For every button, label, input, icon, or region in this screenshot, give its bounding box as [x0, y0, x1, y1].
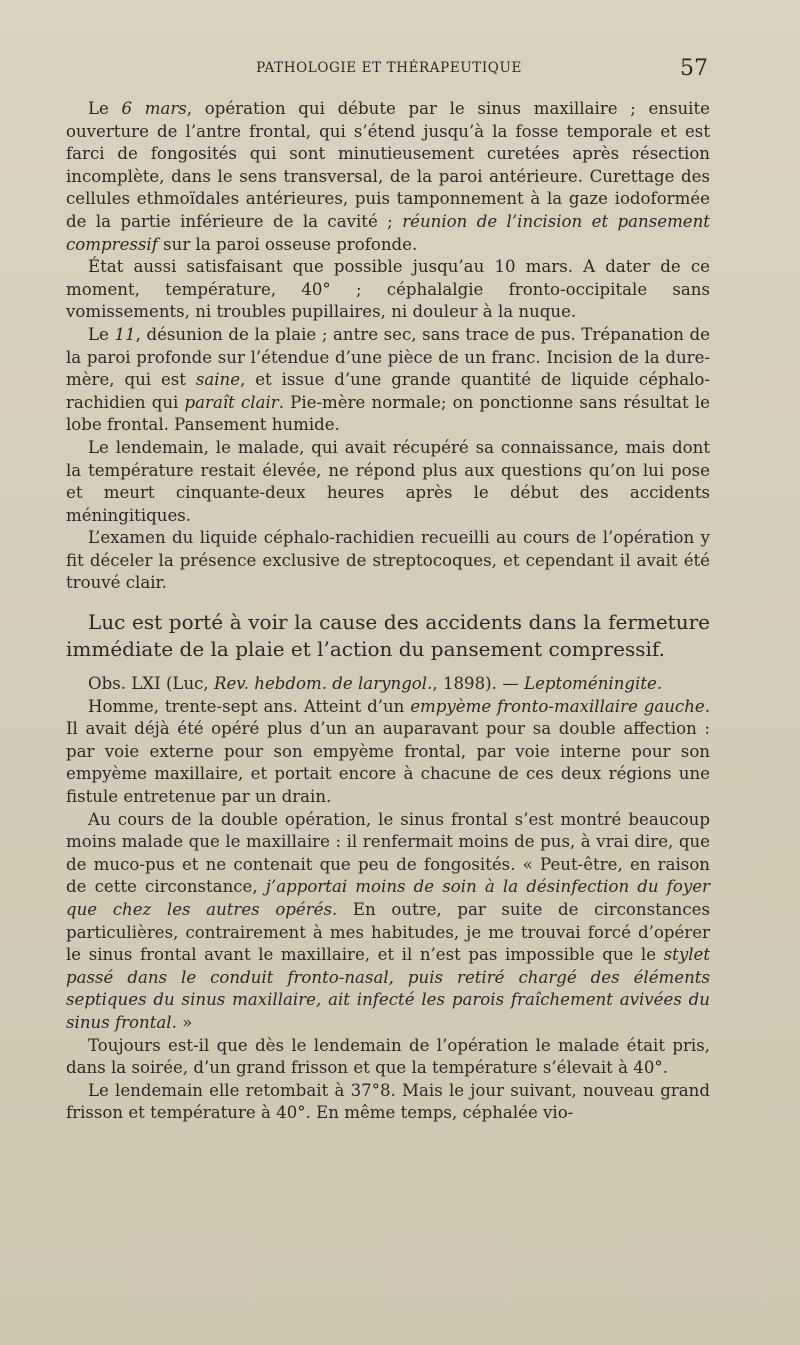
paragraph: Le 11, désunion de la plaie ; antre sec, sans trace de pus. Trépanation de la paroi profonde sur l’étendue d’une pièce de un franc. Incision de la dure-mère, qui est saine, et issue d’une grande quantité de liquide céphalo-rachidien qui paraît clair. Pie-mère normale; on ponctionne sans résultat le lobe frontal. Pansement humide.	[66, 324, 710, 435]
section-heading: Luc est porté à voir la cause des accidents dans la fermeture immédiate de la plaie et l’action du pansement compressif.	[66, 610, 710, 662]
running-title: PATHOLOGIE ET THÉRAPEUTIQUE	[256, 60, 522, 76]
observation-reference: Obs. LXI (Luc, Rev. hebdom. de laryngol., 1898). — Leptoméningite.	[88, 674, 663, 694]
paragraph: Le lendemain, le malade, qui avait récupéré sa connaissance, mais dont la température restait élevée, ne répond plus aux questions qu’on lui pose et meurt cinquante-deux heures après le début des accidents méningitiques.	[66, 437, 710, 525]
body-text	[66, 98, 710, 1125]
paragraph: L’examen du liquide céphalo-rachidien recueilli au cours de l’opération y fit déceler la présence exclusive de streptocoques, et cependant il avait été trouvé clair.	[66, 528, 710, 593]
paragraph: État aussi satisfaisant que possible jusqu’au 10 mars. A dater de ce moment, température, 40° ; céphalalgie fronto-occipitale sans vomissements, ni troubles pupillaires, ni douleur à la nuque.	[66, 257, 710, 322]
paragraph: Au cours de la double opération, le sinus frontal s’est montré beaucoup moins malade que le maxillaire : il renfermait moins de pus, à vrai dire, que de muco-pus et ne contenait que peu de fongosités. « Peut-être, en raison de cette circonstance, j’apportai moins de soin à la désinfection du foyer que chez les autres opérés. En outre, par suite de circonstances particulières, contrairement à mes habitudes, je me trouvai forcé d’opérer le sinus frontal avant le maxillaire, et il n’est pas impossible que le stylet passé dans le conduit fronto-nasal, puis retiré chargé des éléments septiques du sinus maxillaire, ait infecté les parois fraîchement avivées du sinus frontal. »	[66, 809, 710, 1032]
paragraph: Le 6 mars, opération qui débute par le sinus maxillaire ; ensuite ouverture de l’antre frontal, qui s’étend jusqu’à la fosse temporale et est farci de fongosités qui sont minutieusement curetées après résection incomplète, dans le sens transversal, de la paroi antérieure. Curettage des cellules ethmoïdales antérieures, puis tamponnement à la gaze iodoformée de la partie inférieure de la cavité ; réunion de l’incision et pansement compressif sur la paroi osseuse profonde.	[66, 99, 710, 254]
paragraph: Toujours est-il que dès le lendemain de l’opération le malade était pris, dans la soirée, d’un grand frisson et que la température s’élevait à 40°.	[66, 1035, 710, 1078]
paragraph: Homme, trente-sept ans. Atteint d’un empyème fronto-maxillaire gauche. Il avait déjà été opéré plus d’un an auparavant pour sa double affection : par voie externe pour son empyème frontal, par voie interne pour son empyème maxillaire, et portait encore à chacune de ces deux régions une fistule entretenue par un drain.	[66, 696, 710, 807]
page-number: 57	[680, 56, 708, 81]
page-header	[66, 56, 712, 82]
paragraph: Le lendemain elle retombait à 37°8. Mais le jour suivant, nouveau grand frisson et température à 40°. En même temps, céphalée vio-	[66, 1080, 710, 1123]
